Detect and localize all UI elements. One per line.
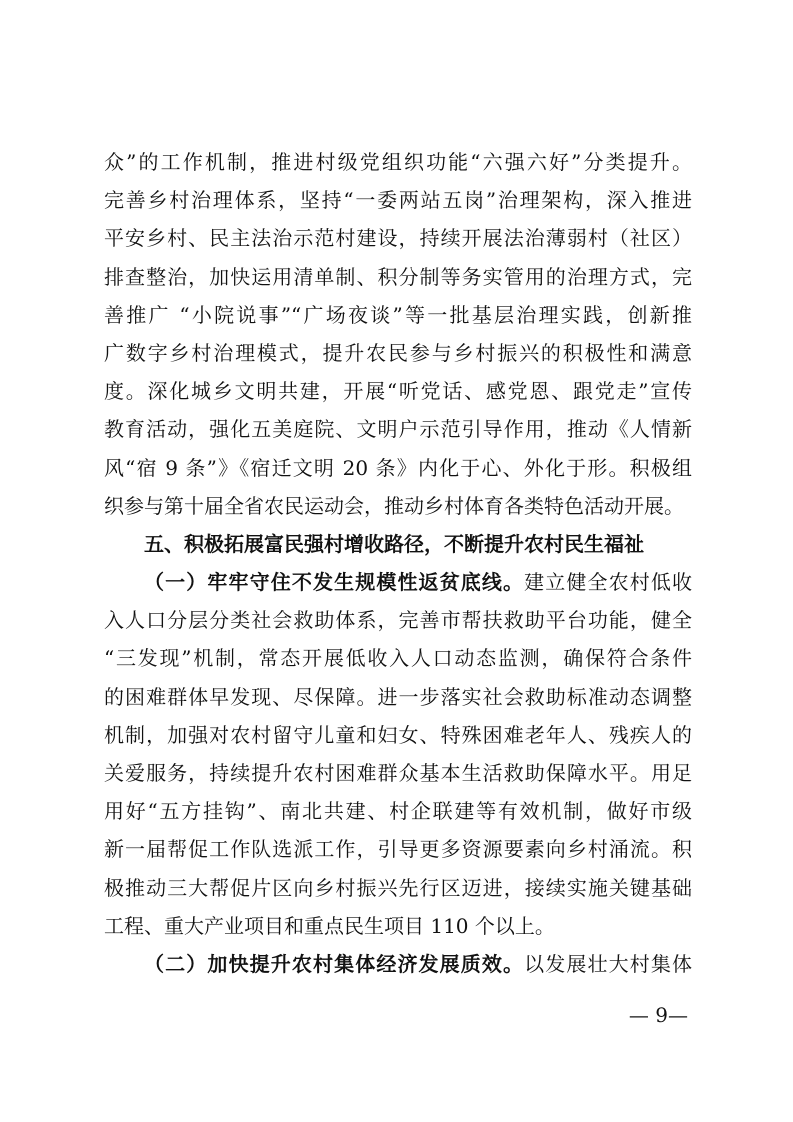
paragraph-line: 极推动三大帮促片区向乡村振兴先行区迈进，接续实施关键基础 <box>104 875 692 900</box>
paragraph-line: 完善乡村治理体系，坚持“一委两站五岗”治理架构，深入推进 <box>104 188 692 213</box>
subsection-first-line <box>104 945 692 983</box>
paragraph-line: 平安乡村、民主法治示范村建设，持续开展法治薄弱村（社区） <box>104 226 692 251</box>
paragraph-line: 风“宿 9 条”》《宿迁文明 20 条》内化于心、外化于形。积极组 <box>104 455 692 480</box>
paragraph-line: 织参与第十届全省农民运动会，推动乡村体育各类特色活动开展。 <box>104 493 684 518</box>
paragraph-line: “三发现”机制，常态开展低收入人口动态监测，确保符合条件 <box>104 646 692 671</box>
paragraph-line: 的困难群体早发现、尽保障。进一步落实社会救助标准动态调整 <box>104 684 692 709</box>
paragraph-line: 新一届帮促工作队选派工作，引导更多资源要素向乡村涌流。积 <box>104 837 692 862</box>
paragraph-line: 工程、重大产业项目和重点民生项目 110 个以上。 <box>104 913 555 938</box>
paragraph-line: 入人口分层分类社会救助体系，完善市帮扶救助平台功能，健全 <box>104 608 692 633</box>
paragraph-line: 众”的工作机制，推进村级党组织功能“六强六好”分类提升。 <box>104 150 692 174</box>
paragraph-line: 广数字乡村治理模式，提升农民参与乡村振兴的积极性和满意 <box>104 340 692 365</box>
paragraph-line: 排查整治，加快运用清单制、积分制等务实管用的治理方式，完 <box>104 264 692 289</box>
subsection-title: （二）加快提升农村集体经济发展质效。 <box>144 951 525 976</box>
subsection-text: 以发展壮大村集体 <box>524 951 693 976</box>
paragraph-line: 教育活动，强化五美庭院、文明户示范引导作用，推动《人情新 <box>104 417 692 442</box>
subsection-title: （一）牢牢守住不发生规模性返贫底线。 <box>144 570 525 595</box>
paragraph-line: 度。深化城乡文明共建，开展“听党话、感党恩、跟党走”宣传 <box>104 379 692 404</box>
paragraph-line: 用好“五方挂钩”、南北共建、村企联建等有效机制，做好市级 <box>104 799 692 824</box>
document-body <box>104 143 692 983</box>
section-heading: 五、积极拓展富民强村增收路径，不断提升农村民生福祉 <box>144 531 644 556</box>
paragraph-line: 善推广 “小院说事”“广场夜谈”等一批基层治理实践，创新推 <box>104 302 692 327</box>
subsection-first-line <box>104 563 692 601</box>
page-number: — 9— <box>628 1003 688 1027</box>
paragraph-line: 机制，加强对农村留守儿童和妇女、特殊困难老年人、残疾人的 <box>104 722 692 747</box>
paragraph-line: 关爱服务，持续提升农村困难群众基本生活救助保障水平。用足 <box>104 761 692 785</box>
subsection-text: 建立健全农村低收 <box>524 570 693 595</box>
